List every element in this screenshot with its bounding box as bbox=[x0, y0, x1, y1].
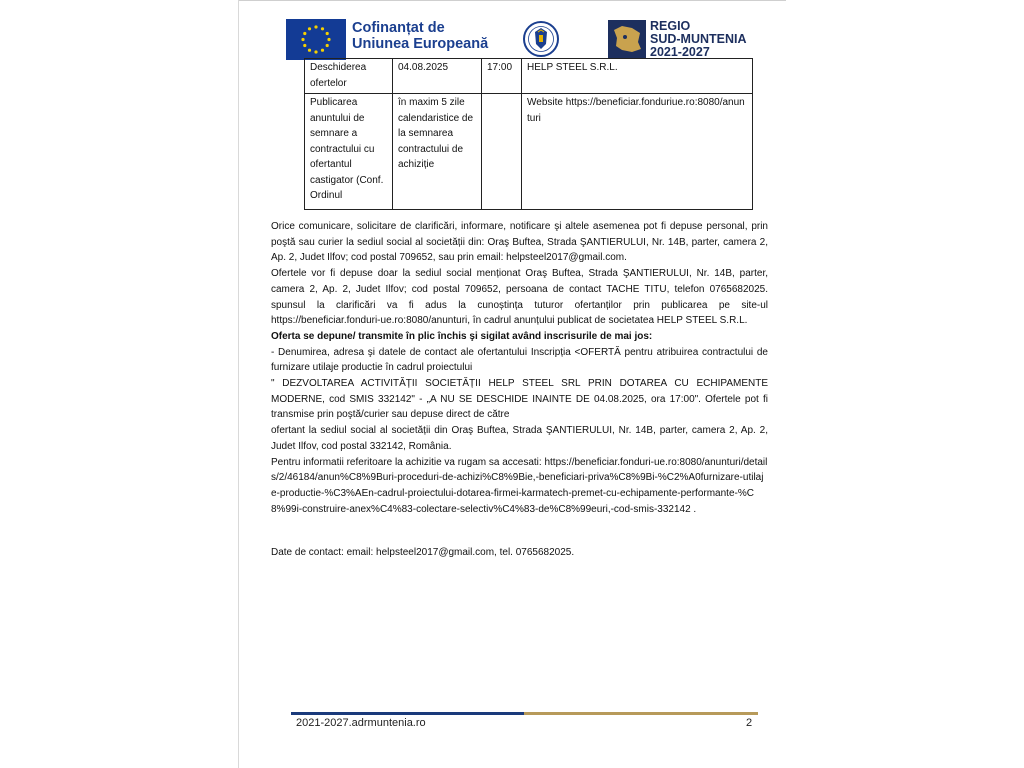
footer-website: 2021-2027.adrmuntenia.ro bbox=[296, 717, 426, 729]
schedule-table bbox=[304, 58, 753, 210]
footer-divider bbox=[291, 712, 524, 715]
paragraph: " DEZVOLTAREA ACTIVITĂȚII SOCIETĂȚII HELP STEEL SRL PRIN DOTAREA CU ECHIPAMENTE MODERNE, cod SMIS 332142" - „A NU SE DESCHIDE INAINTE DE 04.08.2025, ora 17:00". Ofertele pot fi transmise prin poştă/curier sau depuse direct de către bbox=[271, 378, 768, 421]
paragraph-link: Pentru informatii referitoare la achizitie va rugam sa accesati: https://beneficiar.fonduri-ue.ro:8080/anunturi/details/2/46184/anun%C8%9Buri-proceduri-de-achizi%C8%9Bie,-beneficiari-priva%C8%9Bi-%C2%A0furnizare-utilaje-productie-%C3%AEn-cadrul-proiectului-dotarea-firmei-karmatech-premet-cu-echipamente-performante-%C8%99i-construire-anex%C4%83-colectare-selectiv%C4%83-de%C8%99euri,-cod-smis-332142 . bbox=[271, 456, 768, 515]
table-cell bbox=[482, 94, 522, 210]
table-cell: Deschiderea ofertelor bbox=[305, 59, 393, 94]
paragraph: - Denumirea, adresa şi datele de contact ale ofertantului Inscripția <OFERTĂ pentru atribuirea contractului de furnizare utilaje productie în cadrul proiectului bbox=[271, 346, 768, 374]
regio-line-3: 2021-2027 bbox=[650, 45, 710, 59]
regio-line-1: REGIO bbox=[650, 19, 691, 33]
table-row bbox=[305, 94, 753, 210]
table-cell: HELP STEEL S.R.L. bbox=[522, 59, 753, 94]
table-cell: 17:00 bbox=[482, 59, 522, 94]
eu-cofinancing-label bbox=[352, 20, 488, 52]
table-cell: Website https://beneficiar.fonduriue.ro:8080/anunturi bbox=[522, 94, 753, 210]
paragraph: Orice comunicare, solicitare de clarificări, informare, notificare şi altele asemenea pot fi depuse personal, prin poştă sau curier la sediul social al societății din: Oraş Buftea, Strada ŞANTIERULUI, Nr. 14B, parter, camera 2, Ap. 2, Judet Ilfov; cod postal 709652, sau prin email: helpsteel2017@gmail.com. bbox=[271, 221, 768, 264]
table-row bbox=[305, 59, 753, 94]
footer-divider bbox=[524, 712, 758, 715]
page-edge bbox=[238, 0, 239, 768]
document-body bbox=[271, 219, 768, 517]
table-cell: Publicarea anuntului de semnare a contractului cu ofertantul castigator (Conf. Ordinul bbox=[305, 94, 393, 210]
eu-line-1: Cofinanțat de bbox=[352, 20, 445, 36]
romanian-government-crest-icon bbox=[521, 20, 561, 58]
page-number: 2 bbox=[746, 717, 753, 729]
eu-flag-icon bbox=[286, 19, 346, 60]
contact-line: Date de contact: email: helpsteel2017@gmail.com, tel. 0765682025. bbox=[271, 547, 575, 558]
paragraph-bold: Oferta se depune/ transmite în plic închis şi sigilat având inscrisurile de mai jos: bbox=[271, 330, 653, 342]
regio-label bbox=[650, 20, 747, 59]
page-edge bbox=[238, 0, 786, 1]
paragraph: ofertant la sediul social al societății din Oraş Buftea, Strada ŞANTIERULUI, Nr. 14B, parter, camera 2, Ap. 2, Judet Ilfov, cod postal 332142, România. bbox=[271, 425, 768, 452]
table-cell: în maxim 5 zile calendaristice de la semnarea contractului de achiziție bbox=[393, 94, 482, 210]
regio-map-icon bbox=[608, 20, 646, 58]
table-cell: 04.08.2025 bbox=[393, 59, 482, 94]
paragraph: Ofertele vor fi depuse doar la sediul social menționat Oraş Buftea, Strada ŞANTIERULUI, Nr. 14B, parter, camera 2, Ap. 2, Judet Ilfov; cod postal 709652, persoana de contact TACHE TITU, telefon 0765682025. spunsul la clarificări va fi adus la cunoștința tuturor ofertanților prin publicarea pe site-ul https://beneficiar.fonduri-ue.ro:8080/anunturi, în cadrul anunțului publicat de societatea HELP STEEL S.R.L. bbox=[271, 268, 768, 327]
regio-line-2: SUD-MUNTENIA bbox=[650, 32, 747, 46]
eu-line-2: Uniunea Europeană bbox=[352, 36, 489, 52]
